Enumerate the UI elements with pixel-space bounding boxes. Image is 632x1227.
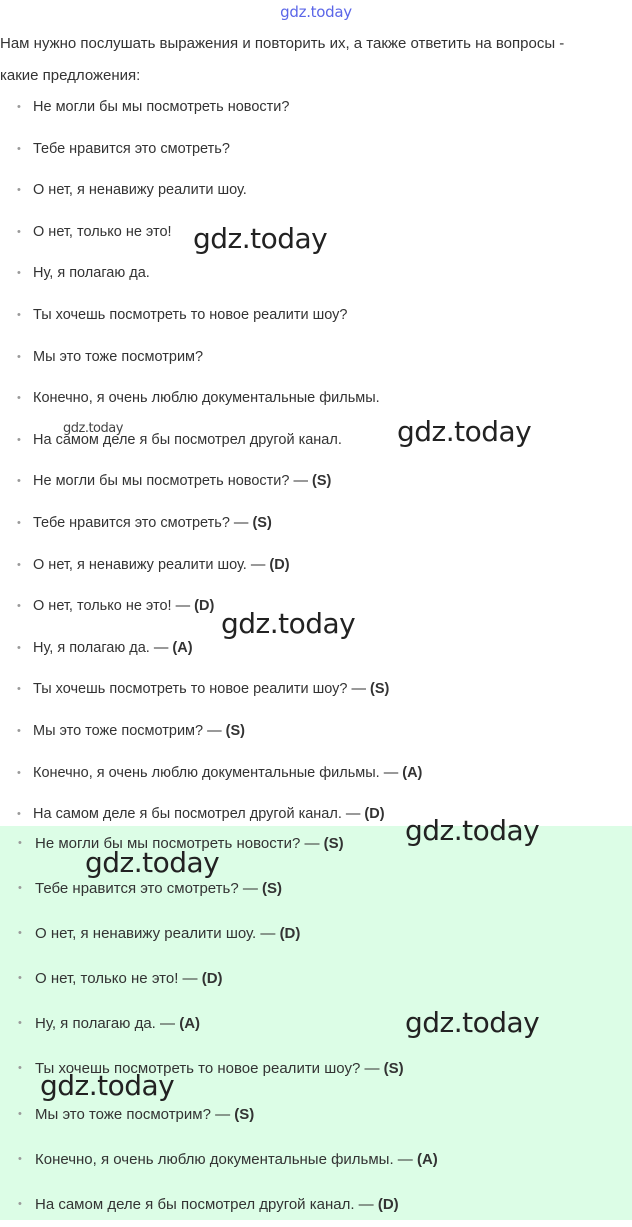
- answer-label: (S): [323, 835, 344, 852]
- bullet-icon: •: [17, 724, 21, 737]
- list-item: [0, 503, 632, 545]
- bullet-icon: •: [18, 1152, 22, 1165]
- bullet-icon: •: [17, 392, 21, 405]
- phrase-text: Ну, я полагаю да.: [33, 265, 150, 282]
- bullet-icon: •: [18, 972, 22, 985]
- phrase-text: Ты хочешь посмотреть то новое реалити шоу? —: [33, 681, 366, 698]
- bullet-icon: •: [17, 558, 21, 571]
- list-item: [0, 337, 632, 379]
- list-item: [0, 253, 632, 295]
- answer-label: (D): [194, 598, 215, 615]
- phrase-text: Тебе нравится это смотреть?: [33, 140, 230, 157]
- list-item: [0, 87, 632, 129]
- list-item: [0, 711, 632, 753]
- bullet-icon: •: [17, 600, 21, 613]
- answer-label: (D): [269, 556, 290, 573]
- phrase-text: Ну, я полагаю да. —: [33, 639, 169, 656]
- bullet-icon: •: [18, 1017, 22, 1030]
- answer-label: (D): [364, 806, 385, 823]
- phrase-text: Конечно, я очень люблю документальные фильмы. —: [35, 1150, 413, 1168]
- bullet-icon: •: [17, 766, 21, 779]
- watermark: gdz.today: [63, 421, 123, 436]
- bullet-icon: •: [17, 142, 21, 155]
- list-item: [0, 956, 632, 1001]
- bullet-icon: •: [17, 308, 21, 321]
- bullet-icon: •: [18, 882, 22, 895]
- bullet-icon: •: [17, 516, 21, 529]
- phrase-text: О нет, я ненавижу реалити шоу. —: [35, 925, 276, 943]
- answer-label: (S): [225, 722, 245, 739]
- site-logo[interactable]: gdz.today: [280, 3, 352, 21]
- watermark: gdz.today: [40, 1069, 175, 1102]
- phrase-text: Мы это тоже посмотрим?: [33, 348, 204, 365]
- answer-label: (S): [312, 473, 332, 490]
- answer-label: (D): [279, 925, 301, 943]
- phrase-text: Ты хочешь посмотреть то новое реалити шоу? —: [35, 1060, 380, 1078]
- answer-label: (A): [179, 1015, 201, 1033]
- watermark: gdz.today: [221, 607, 356, 640]
- phrases-list: [0, 87, 632, 836]
- phrase-text: О нет, только не это! —: [35, 970, 198, 988]
- list-item: [0, 911, 632, 956]
- bullet-icon: •: [18, 1197, 22, 1210]
- bullet-icon: •: [17, 101, 21, 113]
- phrase-text: Тебе нравится это смотреть? —: [33, 514, 249, 531]
- phrase-text: Не могли бы мы посмотреть новости? —: [35, 835, 320, 852]
- bullet-icon: •: [17, 641, 21, 654]
- answer-label: (S): [383, 1060, 404, 1078]
- phrase-text: Мы это тоже посмотрим? —: [33, 722, 222, 739]
- list-item: [0, 295, 632, 337]
- task-instructions: Нам нужно послушать выражения и повторить их, а также ответить на вопросы - какие предложения:: [0, 35, 565, 84]
- bullet-icon: •: [18, 837, 22, 849]
- answer-label: (D): [201, 970, 223, 988]
- phrase-text: О нет, только не это! —: [33, 598, 191, 615]
- phrase-text: На самом деле я бы посмотрел другой канал. —: [33, 806, 361, 823]
- watermark: gdz.today: [193, 222, 328, 255]
- bullet-icon: •: [17, 225, 21, 238]
- bullet-icon: •: [17, 184, 21, 197]
- list-item: [0, 669, 632, 711]
- watermark: gdz.today: [405, 1006, 540, 1039]
- list-item: [0, 753, 632, 795]
- watermark: gdz.today: [397, 415, 532, 448]
- bullet-icon: •: [17, 475, 21, 488]
- phrase-text: Не могли бы мы посмотреть новости?: [33, 99, 290, 115]
- bullet-icon: •: [17, 433, 21, 446]
- list-item: [0, 378, 632, 420]
- phrase-text: Ну, я полагаю да. —: [35, 1015, 176, 1033]
- answer-label: (S): [262, 880, 283, 898]
- watermark: gdz.today: [405, 814, 540, 847]
- watermark: gdz.today: [85, 846, 220, 879]
- phrase-text: На самом деле я бы посмотрел другой канал.: [33, 431, 342, 448]
- bullet-icon: •: [17, 808, 21, 821]
- phrase-text: О нет, я ненавижу реалити шоу. —: [33, 556, 266, 573]
- phrase-text: Конечно, я очень люблю документальные фильмы.: [33, 390, 380, 407]
- answer-label: (A): [416, 1150, 438, 1168]
- bullet-icon: •: [18, 1062, 22, 1075]
- answer-label: (S): [252, 514, 272, 531]
- answer-label: (S): [234, 1105, 255, 1123]
- phrase-text: О нет, я ненавижу реалити шоу.: [33, 182, 247, 199]
- list-item: [0, 170, 632, 212]
- answer-label: (A): [402, 764, 423, 781]
- phrase-text: О нет, только не это!: [33, 223, 172, 240]
- bullet-icon: •: [17, 350, 21, 363]
- answer-label: (S): [370, 681, 390, 698]
- phrase-text: Мы это тоже посмотрим? —: [35, 1105, 231, 1123]
- bullet-icon: •: [17, 683, 21, 696]
- phrase-text: Ты хочешь посмотреть то новое реалити шоу?: [33, 306, 348, 323]
- list-item: [0, 1182, 632, 1227]
- bullet-icon: •: [18, 1107, 22, 1120]
- phrase-text: Конечно, я очень люблю документальные фильмы. —: [33, 764, 399, 781]
- bullet-icon: •: [17, 267, 21, 280]
- list-item: [0, 129, 632, 171]
- list-item: [0, 461, 632, 503]
- phrase-text: Не могли бы мы посмотреть новости? —: [33, 473, 308, 490]
- phrase-text: Тебе нравится это смотреть? —: [35, 880, 258, 898]
- list-item: [0, 545, 632, 587]
- list-item: [0, 1137, 632, 1182]
- phrase-text: На самом деле я бы посмотрел другой канал. —: [35, 1195, 374, 1213]
- answer-label: (A): [172, 639, 193, 656]
- answer-label: (D): [377, 1195, 399, 1213]
- bullet-icon: •: [18, 927, 22, 940]
